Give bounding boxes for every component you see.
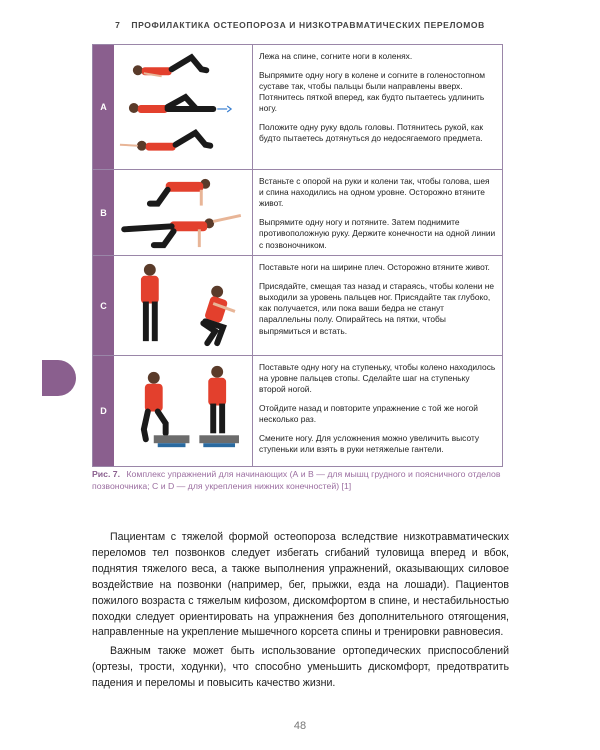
- exercise-b-illustration: [114, 170, 253, 255]
- row-label: D: [93, 356, 114, 466]
- row-label: A: [93, 45, 114, 169]
- row-label: B: [93, 170, 114, 255]
- exercise-d-text: [259, 362, 496, 463]
- figure-caption-text: Комплекс упражнений для начинающих (А и В — для мышц грудного и поясничного отделов позвоночника; С и D — для укрепления нижних конечностей) [1]: [92, 469, 501, 491]
- exercise-b-step-2: Выпрямите одну ногу и потяните. Затем поднимите противоположную руку. Держите конечности на одной линии с позвоночником.: [259, 217, 496, 250]
- exercise-row-b: [93, 169, 502, 255]
- exercise-d-step-1: Поставьте одну ногу на ступеньку, чтобы колено находилось на уровне пальцев стопы. Сделайте шаг на ступеньку второй ногой.: [259, 362, 496, 395]
- exercise-c-step-1: Поставьте ноги на ширине плеч. Осторожно втяните живот.: [259, 262, 490, 272]
- exercise-a-illustration: [114, 45, 253, 169]
- exercise-d-illustration: [114, 356, 253, 466]
- figure-squat: [203, 286, 235, 343]
- figure-step-up-top: [199, 366, 239, 447]
- exercise-c-step-2: Присядайте, смещая таз назад и стараясь, чтобы колени не выходили за уровень пальцев ног. Присядайте так глубоко, как получается, или пока ваши бедра не станут параллельны полу. Опирайтесь на пятки, чтобы выпрямиться и встать.: [259, 280, 494, 336]
- page-number: 48: [293, 720, 307, 732]
- chapter-side-tab: [42, 360, 76, 396]
- exercise-d-step-2: Отойдите назад и повторите упражнение с той же ногой несколько раз.: [259, 403, 478, 425]
- body-paragraph-2: Важным также может быть использование ортопедических приспособлений (ортезы, трости, ходунки), что способно уменьшить дискомфорт, предотвратить падения и переломы и повысить качество жизни.: [92, 645, 509, 689]
- exercise-row-c: [93, 255, 502, 355]
- row-label: C: [93, 256, 114, 355]
- figure-label: Рис. 7.: [92, 469, 121, 479]
- exercise-a-step-3: Положите одну руку вдоль головы. Потянитесь рукой, как будто пытаетесь дотянуться до недосягаемого предмета.: [259, 122, 484, 144]
- body-paragraph-1: Пациентам с тяжелой формой остеопороза вследствие низкотравматических переломов тел позвонков следует избегать сгибаний туловища вперед и вбок, поднятия тяжелого веса, а также выполнения упражнений, оказывающих силовое воздействие на позвонки (например, бег, прыжки, езда на лошади). Пациентов пожилого возраста с тяжелым кифозом, дискомфортом в спине, и нестабильностью походки следует ориентировать на упражнения без дополнительного отягощения, направленные на укрепление мышечного корсета спины и тренировки равновесия.: [92, 531, 509, 639]
- running-header: [0, 20, 600, 30]
- chapter-title: ПРОФИЛАКТИКА ОСТЕОПОРОЗА И НИЗКОТРАВМАТИЧЕСКИХ ПЕРЕЛОМОВ: [131, 20, 485, 30]
- figure-caption: [92, 468, 512, 492]
- figure-all-fours: [150, 179, 210, 206]
- exercise-a-step-2: Выпрямите одну ногу в колене и согните в голеностопном суставе так, чтобы пальцы были направлены вверх. Потянитесь пяткой вперед, как будто пытаетесь удлинить ногу.: [259, 69, 486, 114]
- exercise-row-a: [93, 45, 502, 169]
- figure-lying-knees-bent: [133, 57, 206, 76]
- exercise-d-step-3: Смените ногу. Для усложнения можно увеличить высоту ступеньки или взять в руки нетяжелые гантели.: [259, 433, 480, 455]
- exercise-b-step-1: Встаньте с опорой на руки и колени так, чтобы голова, шея и спина находились на одном уровне. Осторожно втяните живот.: [259, 176, 490, 209]
- figure-lying-leg-extended: [129, 97, 231, 113]
- chapter-number: 7: [115, 20, 121, 30]
- figure-bird-dog: [124, 215, 241, 247]
- exercise-b-text: [259, 176, 496, 258]
- figure-step-up-start: [144, 372, 190, 447]
- exercise-c-text: [259, 262, 496, 344]
- exercise-c-illustration: [114, 256, 253, 355]
- exercise-a-text: [259, 51, 496, 152]
- figure-lying-arm-overhead: [120, 133, 210, 151]
- figure-standing: [141, 264, 159, 341]
- exercise-row-d: [93, 355, 502, 466]
- exercise-table: [92, 44, 503, 467]
- exercise-a-step-1: Лежа на спине, согните ноги в коленях.: [259, 51, 413, 61]
